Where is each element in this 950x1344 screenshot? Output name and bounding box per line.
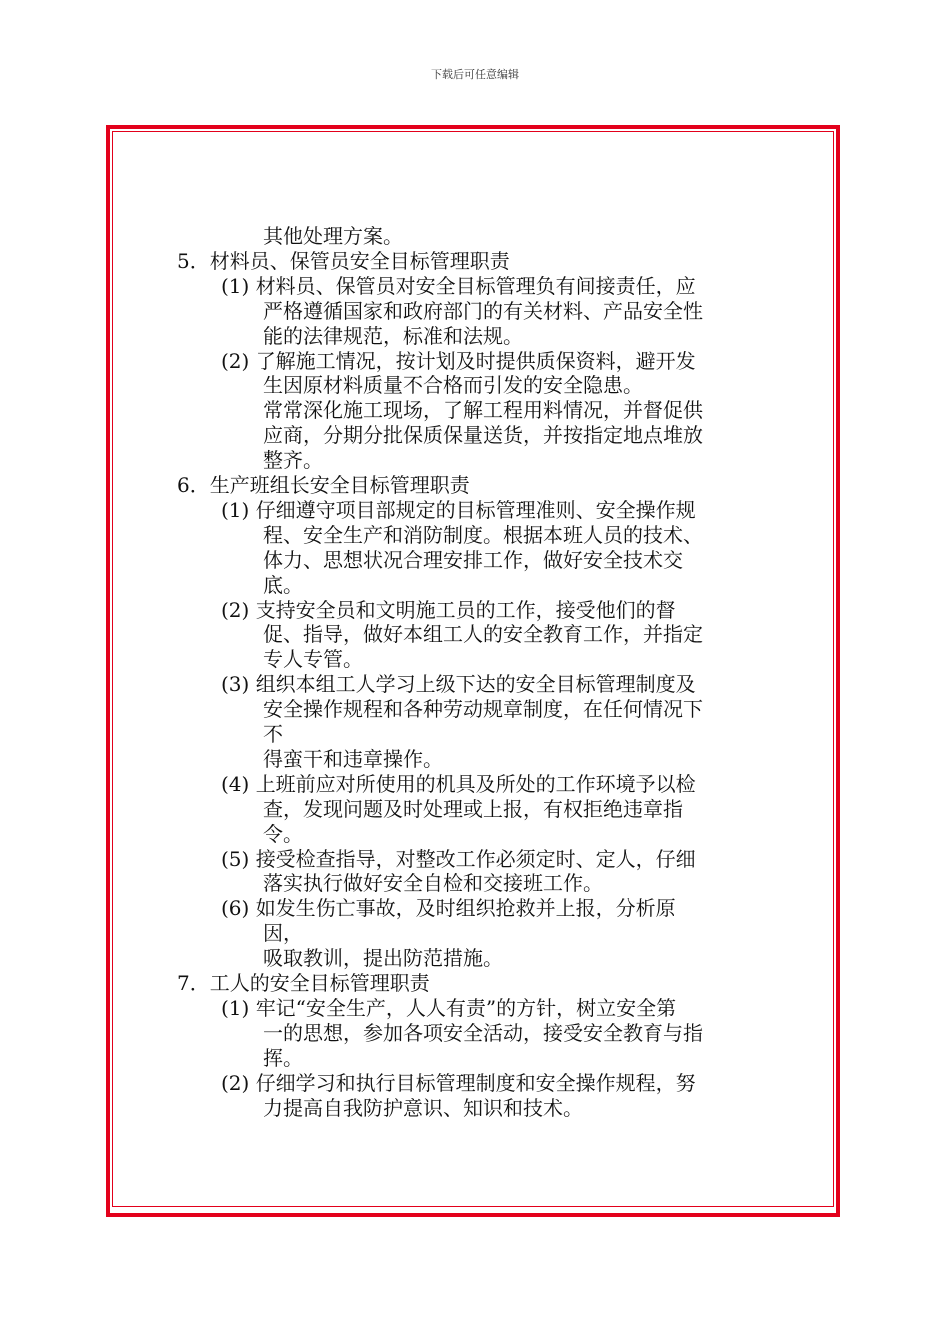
text-line: 落实执行做好安全自检和交接班工作。 — [263, 871, 603, 896]
list-item: (1) 仔细遵守项目部规定的目标管理准则、安全操作规 — [221, 497, 696, 522]
text-line: 因， — [263, 921, 303, 946]
text-line: 促、指导，做好本组工人的安全教育工作，并指定 — [263, 622, 703, 647]
text-line: 整齐。 — [263, 448, 323, 473]
list-item: (6) 如发生伤亡事故，及时组织抢救并上报，分析原 — [221, 896, 676, 921]
text-line: 程、安全生产和消防制度。根据本班人员的技术、 — [263, 522, 703, 547]
text-line: 不 — [263, 722, 283, 746]
text-line: 吸取教训，提出防范措施。 — [263, 946, 503, 971]
text-line: 一的思想，参加各项安全活动，接受安全教育与指 — [263, 1020, 703, 1045]
text-line: 体力、思想状况合理安排工作，做好安全技术交 — [263, 547, 683, 572]
text-line: 查，发现问题及时处理或上报，有权拒绝违章指 — [263, 796, 683, 821]
text-line: 常常深化施工现场，了解工程用料情况，并督促供 — [263, 398, 703, 423]
list-item: (1) 材料员、保管员对安全目标管理负有间接责任，应 — [221, 273, 696, 298]
text-line: 底。 — [263, 572, 303, 597]
list-item: (2) 仔细学习和执行目标管理制度和安全操作规程，努 — [221, 1070, 696, 1095]
section-heading: 7．工人的安全目标管理职责 — [177, 971, 430, 995]
text-line: 应商，分期分批保质保量送货，并按指定地点堆放 — [263, 423, 703, 448]
text-line: 能的法律规范，标准和法规。 — [263, 323, 523, 348]
section-heading: 5．材料员、保管员安全目标管理职责 — [177, 248, 510, 273]
text-line: 得蛮干和违章操作。 — [263, 746, 443, 771]
text-line: 专人专管。 — [263, 647, 363, 672]
list-item: (2) 支持安全员和文明施工员的工作，接受他们的督 — [221, 597, 676, 622]
text-line: 生因原材料质量不合格而引发的安全隐患。 — [263, 373, 643, 398]
list-item: (2) 了解施工情况，按计划及时提供质保资料，避开发 — [221, 348, 696, 373]
text-line: 安全操作规程和各种劳动规章制度，在任何情况下 — [263, 697, 703, 722]
text-line: 力提高自我防护意识、知识和技术。 — [263, 1095, 583, 1120]
section-heading: 6．生产班组长安全目标管理职责 — [177, 473, 470, 497]
list-item: (4) 上班前应对所使用的机具及所处的工作环境予以检 — [221, 771, 696, 796]
list-item: (5) 接受检查指导，对整改工作必须定时、定人，仔细 — [221, 846, 696, 871]
text-line: 严格遵循国家和政府部门的有关材料、产品安全性 — [263, 298, 703, 323]
header-note: 下载后可任意编辑 — [431, 68, 519, 81]
list-item: (1) 牢记“安全生产，人人有责”的方针，树立安全第 — [221, 995, 677, 1020]
text-line: 其他处理方案。 — [263, 224, 403, 248]
list-item: (3) 组织本组工人学习上级下达的安全目标管理制度及 — [221, 672, 696, 697]
text-line: 令。 — [263, 821, 303, 846]
text-line: 挥。 — [263, 1045, 303, 1070]
